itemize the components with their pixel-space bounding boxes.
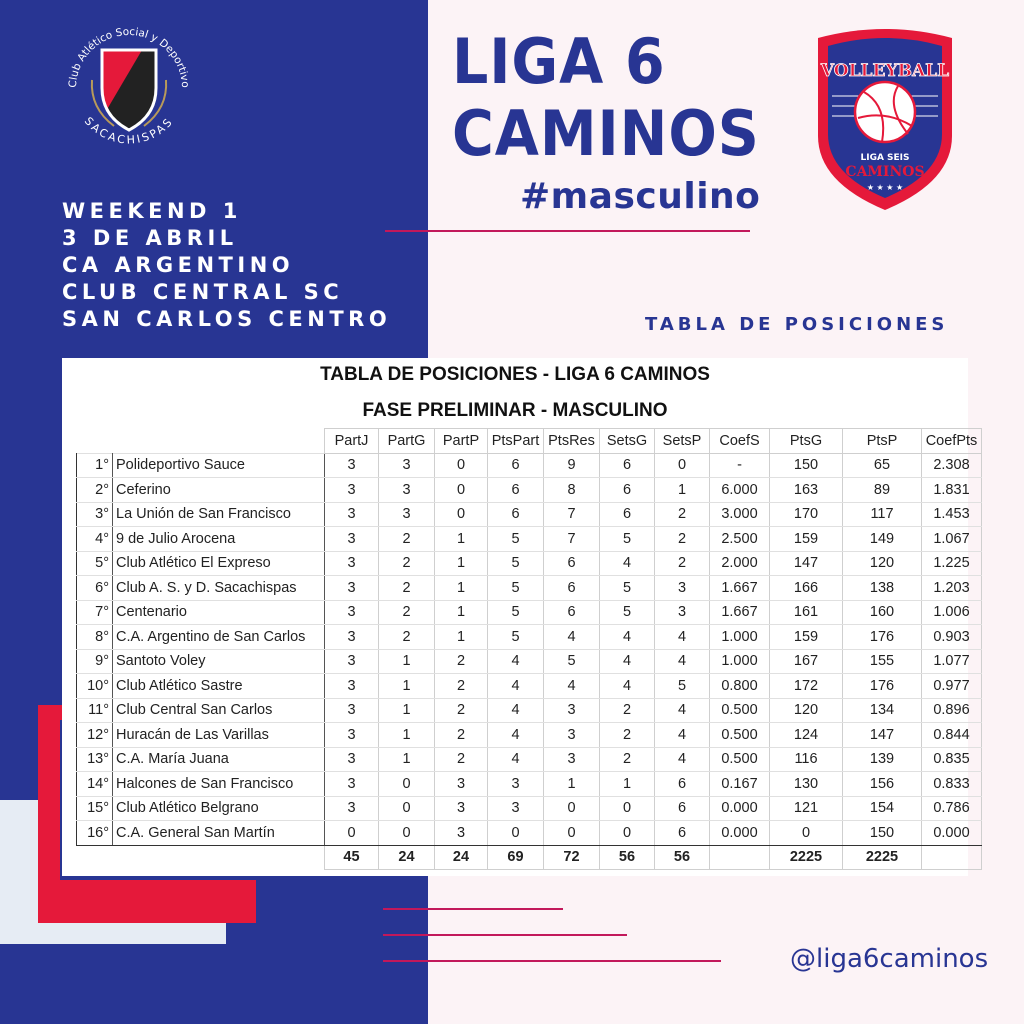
stat-cell: 5 xyxy=(600,600,655,625)
table-row xyxy=(77,527,982,552)
divider-line xyxy=(385,230,750,232)
table-row xyxy=(77,453,982,478)
stat-cell: 4 xyxy=(488,698,544,723)
club-sacachispas-logo xyxy=(54,10,204,160)
stat-cell: 6 xyxy=(544,576,600,601)
column-header: PtsP xyxy=(843,429,922,454)
stat-cell: 1 xyxy=(379,674,435,699)
position-cell: 7° xyxy=(77,600,113,625)
stat-cell: 2.000 xyxy=(710,551,770,576)
stat-cell: 5 xyxy=(488,625,544,650)
stat-cell: 2 xyxy=(600,698,655,723)
weekend-line: WEEKEND 1 xyxy=(62,199,242,223)
badge-bottom-line-1: LIGA SEIS xyxy=(860,153,910,163)
totals-row xyxy=(77,845,982,870)
stat-cell: 1 xyxy=(435,625,488,650)
stat-cell: 3 xyxy=(325,698,379,723)
stat-cell: 3 xyxy=(435,772,488,797)
position-cell: 5° xyxy=(77,551,113,576)
stat-cell: 124 xyxy=(770,723,843,748)
stat-cell: 1.067 xyxy=(922,527,982,552)
stat-cell: 3 xyxy=(655,600,710,625)
stat-cell: 150 xyxy=(770,453,843,478)
stat-cell: 5 xyxy=(488,527,544,552)
team-cell: C.A. María Juana xyxy=(113,747,325,772)
column-header: CoefS xyxy=(710,429,770,454)
stat-cell: 161 xyxy=(770,600,843,625)
decor-line xyxy=(383,960,721,962)
social-handle[interactable]: @liga6caminos xyxy=(790,944,989,974)
table-row xyxy=(77,796,982,821)
stat-cell: 2 xyxy=(379,576,435,601)
stat-cell: 4 xyxy=(655,747,710,772)
position-cell: 13° xyxy=(77,747,113,772)
stat-cell: 3 xyxy=(325,796,379,821)
stat-cell: 1 xyxy=(435,551,488,576)
stat-cell: 1.667 xyxy=(710,576,770,601)
club-shield-icon xyxy=(102,50,156,132)
totals-spacer xyxy=(113,845,325,870)
totals-spacer xyxy=(77,845,113,870)
stat-cell: 4 xyxy=(655,698,710,723)
position-cell: 3° xyxy=(77,502,113,527)
stat-cell: 0 xyxy=(379,821,435,846)
stat-cell: 5 xyxy=(600,576,655,601)
stat-cell: 1.006 xyxy=(922,600,982,625)
stat-cell: 147 xyxy=(843,723,922,748)
club-logo-bottom-text: SACACHISPAS xyxy=(81,114,177,147)
stat-cell: 5 xyxy=(488,600,544,625)
standings-body xyxy=(77,453,982,870)
stat-cell: 6 xyxy=(488,478,544,503)
stat-cell: 3 xyxy=(379,453,435,478)
badge-bottom-line-2: CAMINOS xyxy=(845,164,925,180)
total-cell: 56 xyxy=(655,845,710,870)
stat-cell: 160 xyxy=(843,600,922,625)
stat-cell: 120 xyxy=(843,551,922,576)
stat-cell: 8 xyxy=(544,478,600,503)
stat-cell: 4 xyxy=(600,625,655,650)
table-title-line-2: FASE PRELIMINAR - MASCULINO xyxy=(362,400,668,421)
stat-cell: 0.833 xyxy=(922,772,982,797)
stat-cell: 149 xyxy=(843,527,922,552)
stat-cell: 89 xyxy=(843,478,922,503)
position-cell: 1° xyxy=(77,453,113,478)
stat-cell: 4 xyxy=(655,625,710,650)
title-line-1: LIGA 6 xyxy=(452,25,666,98)
stat-cell: 3 xyxy=(544,723,600,748)
stat-cell: 1 xyxy=(544,772,600,797)
total-cell: 2225 xyxy=(843,845,922,870)
total-cell: 45 xyxy=(325,845,379,870)
team-cell: Ceferino xyxy=(113,478,325,503)
stat-cell: 1.077 xyxy=(922,649,982,674)
stat-cell: 159 xyxy=(770,625,843,650)
stat-cell: 2 xyxy=(435,723,488,748)
total-cell: 56 xyxy=(600,845,655,870)
decor-line xyxy=(383,908,563,910)
position-cell: 12° xyxy=(77,723,113,748)
stat-cell: 2 xyxy=(379,551,435,576)
stat-cell: 5 xyxy=(544,649,600,674)
stat-cell: 2.500 xyxy=(710,527,770,552)
stat-cell: 4 xyxy=(488,723,544,748)
stat-cell: 0 xyxy=(379,796,435,821)
stat-cell: 4 xyxy=(544,625,600,650)
column-header: PartP xyxy=(435,429,488,454)
stat-cell: 2 xyxy=(435,674,488,699)
stat-cell: 3 xyxy=(325,600,379,625)
table-row xyxy=(77,625,982,650)
stat-cell: 117 xyxy=(843,502,922,527)
stat-cell: 0 xyxy=(544,796,600,821)
stat-cell: 156 xyxy=(843,772,922,797)
title-line-2: CAMINOS xyxy=(452,97,760,170)
stat-cell: 2 xyxy=(655,502,710,527)
standings-table xyxy=(76,428,982,870)
stat-cell: 6 xyxy=(600,453,655,478)
stat-cell: 3 xyxy=(325,527,379,552)
stat-cell: 134 xyxy=(843,698,922,723)
stat-cell: 0.000 xyxy=(710,796,770,821)
stat-cell: 176 xyxy=(843,674,922,699)
stat-cell: 130 xyxy=(770,772,843,797)
stat-cell: 0 xyxy=(600,796,655,821)
stat-cell: 1.453 xyxy=(922,502,982,527)
stat-cell: 0.000 xyxy=(922,821,982,846)
stat-cell: 3 xyxy=(435,821,488,846)
stat-cell: 2 xyxy=(379,625,435,650)
stat-cell: 3 xyxy=(435,796,488,821)
stat-cell: 155 xyxy=(843,649,922,674)
stat-cell: 0.786 xyxy=(922,796,982,821)
stat-cell: 138 xyxy=(843,576,922,601)
stat-cell: 4 xyxy=(488,674,544,699)
stat-cell: 1 xyxy=(379,747,435,772)
stat-cell: 3 xyxy=(325,772,379,797)
hashtag-masculino: #masculino xyxy=(520,176,761,217)
team-cell: Huracán de Las Varillas xyxy=(113,723,325,748)
stat-cell: 7 xyxy=(544,527,600,552)
stat-cell: 4 xyxy=(488,747,544,772)
volleyball-league-badge xyxy=(808,18,962,214)
stat-cell: 154 xyxy=(843,796,922,821)
total-cell: 24 xyxy=(435,845,488,870)
stat-cell: 159 xyxy=(770,527,843,552)
stat-cell: 2.308 xyxy=(922,453,982,478)
stat-cell: 0 xyxy=(325,821,379,846)
stat-cell: 172 xyxy=(770,674,843,699)
team-cell: Santoto Voley xyxy=(113,649,325,674)
stat-cell: 5 xyxy=(600,527,655,552)
badge-top-text: VOLLEYBALL xyxy=(820,61,950,81)
decor-line xyxy=(383,934,627,936)
stat-cell: 3 xyxy=(544,747,600,772)
stat-cell: 0.500 xyxy=(710,723,770,748)
table-title-line-1: TABLA DE POSICIONES - LIGA 6 CAMINOS xyxy=(320,364,710,385)
position-cell: 4° xyxy=(77,527,113,552)
page-title xyxy=(452,26,760,170)
stat-cell: 147 xyxy=(770,551,843,576)
stat-cell: 4 xyxy=(655,723,710,748)
stat-cell: 1.000 xyxy=(710,625,770,650)
stat-cell: 6 xyxy=(488,502,544,527)
column-header: PartJ xyxy=(325,429,379,454)
weekend-line: CA ARGENTINO xyxy=(62,253,295,277)
team-cell: Centenario xyxy=(113,600,325,625)
stat-cell: 1 xyxy=(655,478,710,503)
total-cell: 24 xyxy=(379,845,435,870)
total-cell: 69 xyxy=(488,845,544,870)
stat-cell: 2 xyxy=(600,747,655,772)
position-cell: 16° xyxy=(77,821,113,846)
column-header: PtsG xyxy=(770,429,843,454)
team-cell: C.A. Argentino de San Carlos xyxy=(113,625,325,650)
stat-cell: 167 xyxy=(770,649,843,674)
total-cell: 2225 xyxy=(770,845,843,870)
team-cell: Club Central San Carlos xyxy=(113,698,325,723)
stat-cell: 4 xyxy=(600,674,655,699)
team-cell: Club Atlético Belgrano xyxy=(113,796,325,821)
stat-cell: 139 xyxy=(843,747,922,772)
team-cell: Club Atlético El Expreso xyxy=(113,551,325,576)
stat-cell: 120 xyxy=(770,698,843,723)
stat-cell: 6 xyxy=(655,796,710,821)
column-header: SetsP xyxy=(655,429,710,454)
stat-cell: 2 xyxy=(655,527,710,552)
total-cell xyxy=(710,845,770,870)
position-cell: 14° xyxy=(77,772,113,797)
stat-cell: 2 xyxy=(435,747,488,772)
stat-cell: 121 xyxy=(770,796,843,821)
stat-cell: 0 xyxy=(544,821,600,846)
team-cell: 9 de Julio Arocena xyxy=(113,527,325,552)
stat-cell: 3 xyxy=(325,649,379,674)
stat-cell: 7 xyxy=(544,502,600,527)
team-cell: C.A. General San Martín xyxy=(113,821,325,846)
team-cell: Polideportivo Sauce xyxy=(113,453,325,478)
position-cell: 6° xyxy=(77,576,113,601)
stat-cell: 1.831 xyxy=(922,478,982,503)
stat-cell: 0 xyxy=(379,772,435,797)
column-header: PtsPart xyxy=(488,429,544,454)
stat-cell: 3 xyxy=(379,478,435,503)
stat-cell: 150 xyxy=(843,821,922,846)
stat-cell: 0 xyxy=(435,478,488,503)
stat-cell: 1 xyxy=(379,649,435,674)
stat-cell: 0.500 xyxy=(710,698,770,723)
stat-cell: 6 xyxy=(544,600,600,625)
position-cell: 11° xyxy=(77,698,113,723)
position-cell: 8° xyxy=(77,625,113,650)
table-row xyxy=(77,502,982,527)
table-header-row xyxy=(77,429,982,454)
stat-cell: 170 xyxy=(770,502,843,527)
stat-cell: 65 xyxy=(843,453,922,478)
stat-cell: 5 xyxy=(488,551,544,576)
stat-cell: 1.667 xyxy=(710,600,770,625)
team-cell: Club A. S. y D. Sacachispas xyxy=(113,576,325,601)
stat-cell: 163 xyxy=(770,478,843,503)
weekend-info xyxy=(62,198,391,333)
stat-cell: 3 xyxy=(325,478,379,503)
weekend-line: CLUB CENTRAL SC xyxy=(62,280,344,304)
stat-cell: 2 xyxy=(435,649,488,674)
position-cell: 9° xyxy=(77,649,113,674)
stat-cell: 166 xyxy=(770,576,843,601)
stat-cell: 1 xyxy=(379,723,435,748)
total-cell: 72 xyxy=(544,845,600,870)
stat-cell: 4 xyxy=(655,649,710,674)
badge-stars-icon: ★ ★ ★ ★ xyxy=(866,183,904,192)
table-row xyxy=(77,723,982,748)
stat-cell: 0.167 xyxy=(710,772,770,797)
stat-cell: 3 xyxy=(379,502,435,527)
stat-cell: 6 xyxy=(600,502,655,527)
table-row xyxy=(77,747,982,772)
stat-cell: 1.225 xyxy=(922,551,982,576)
weekend-line: 3 DE ABRIL xyxy=(62,226,238,250)
stat-cell: 1 xyxy=(435,576,488,601)
stat-cell: 2 xyxy=(379,600,435,625)
stat-cell: 116 xyxy=(770,747,843,772)
stat-cell: 3 xyxy=(325,502,379,527)
table-row xyxy=(77,772,982,797)
stat-cell: 1.000 xyxy=(710,649,770,674)
stat-cell: 3 xyxy=(325,747,379,772)
column-header: PartG xyxy=(379,429,435,454)
stat-cell: 2 xyxy=(655,551,710,576)
stat-cell: 4 xyxy=(600,649,655,674)
stat-cell: 3.000 xyxy=(710,502,770,527)
stat-cell: 4 xyxy=(488,649,544,674)
table-row xyxy=(77,821,982,846)
stat-cell: 6 xyxy=(655,821,710,846)
stat-cell: 0 xyxy=(488,821,544,846)
stat-cell: 0 xyxy=(655,453,710,478)
position-cell: 2° xyxy=(77,478,113,503)
team-cell: Halcones de San Francisco xyxy=(113,772,325,797)
stat-cell: 0 xyxy=(770,821,843,846)
table-row xyxy=(77,551,982,576)
column-header: CoefPts xyxy=(922,429,982,454)
total-cell xyxy=(922,845,982,870)
stat-cell: 2 xyxy=(379,527,435,552)
stat-cell: 3 xyxy=(325,723,379,748)
stat-cell: 4 xyxy=(600,551,655,576)
position-cell: 10° xyxy=(77,674,113,699)
stat-cell: 0 xyxy=(600,821,655,846)
table-row xyxy=(77,576,982,601)
stat-cell: 0.000 xyxy=(710,821,770,846)
stat-cell: 3 xyxy=(325,551,379,576)
stat-cell: 0.844 xyxy=(922,723,982,748)
column-header: PtsRes xyxy=(544,429,600,454)
stat-cell: 0.903 xyxy=(922,625,982,650)
stat-cell: 3 xyxy=(544,698,600,723)
team-cell: Club Atlético Sastre xyxy=(113,674,325,699)
table-row xyxy=(77,698,982,723)
stat-cell: 0.977 xyxy=(922,674,982,699)
stat-cell: 3 xyxy=(488,796,544,821)
table-row xyxy=(77,478,982,503)
stat-cell: 1 xyxy=(435,527,488,552)
stat-cell: 1 xyxy=(379,698,435,723)
stat-cell: 0.800 xyxy=(710,674,770,699)
stat-cell: 0.500 xyxy=(710,747,770,772)
team-cell: La Unión de San Francisco xyxy=(113,502,325,527)
stat-cell: 4 xyxy=(544,674,600,699)
stat-cell: 6 xyxy=(488,453,544,478)
stat-cell: 0 xyxy=(435,502,488,527)
section-heading: TABLA DE POSICIONES xyxy=(645,314,949,335)
stat-cell: 3 xyxy=(325,576,379,601)
stat-cell: 1 xyxy=(435,600,488,625)
table-row xyxy=(77,600,982,625)
position-cell: 15° xyxy=(77,796,113,821)
stat-cell: 2 xyxy=(435,698,488,723)
weekend-line: SAN CARLOS CENTRO xyxy=(62,307,392,331)
stat-cell: 6 xyxy=(544,551,600,576)
stat-cell: 3 xyxy=(488,772,544,797)
stat-cell: 3 xyxy=(325,453,379,478)
stat-cell: 6 xyxy=(600,478,655,503)
stat-cell: 2 xyxy=(600,723,655,748)
stat-cell: 1 xyxy=(600,772,655,797)
stat-cell: 1.203 xyxy=(922,576,982,601)
column-header: SetsG xyxy=(600,429,655,454)
stat-cell: 3 xyxy=(325,625,379,650)
table-row xyxy=(77,649,982,674)
stat-cell: 9 xyxy=(544,453,600,478)
stat-cell: 6 xyxy=(655,772,710,797)
stat-cell: 5 xyxy=(655,674,710,699)
stat-cell: 0 xyxy=(435,453,488,478)
stat-cell: - xyxy=(710,453,770,478)
stat-cell: 5 xyxy=(488,576,544,601)
table-row xyxy=(77,674,982,699)
stat-cell: 0.835 xyxy=(922,747,982,772)
stat-cell: 3 xyxy=(325,674,379,699)
stat-cell: 3 xyxy=(655,576,710,601)
volleyball-icon xyxy=(855,82,915,142)
stat-cell: 0.896 xyxy=(922,698,982,723)
club-logo-arc-text: Club Atlético Social y Deportivo xyxy=(66,25,192,89)
stat-cell: 6.000 xyxy=(710,478,770,503)
stat-cell: 176 xyxy=(843,625,922,650)
